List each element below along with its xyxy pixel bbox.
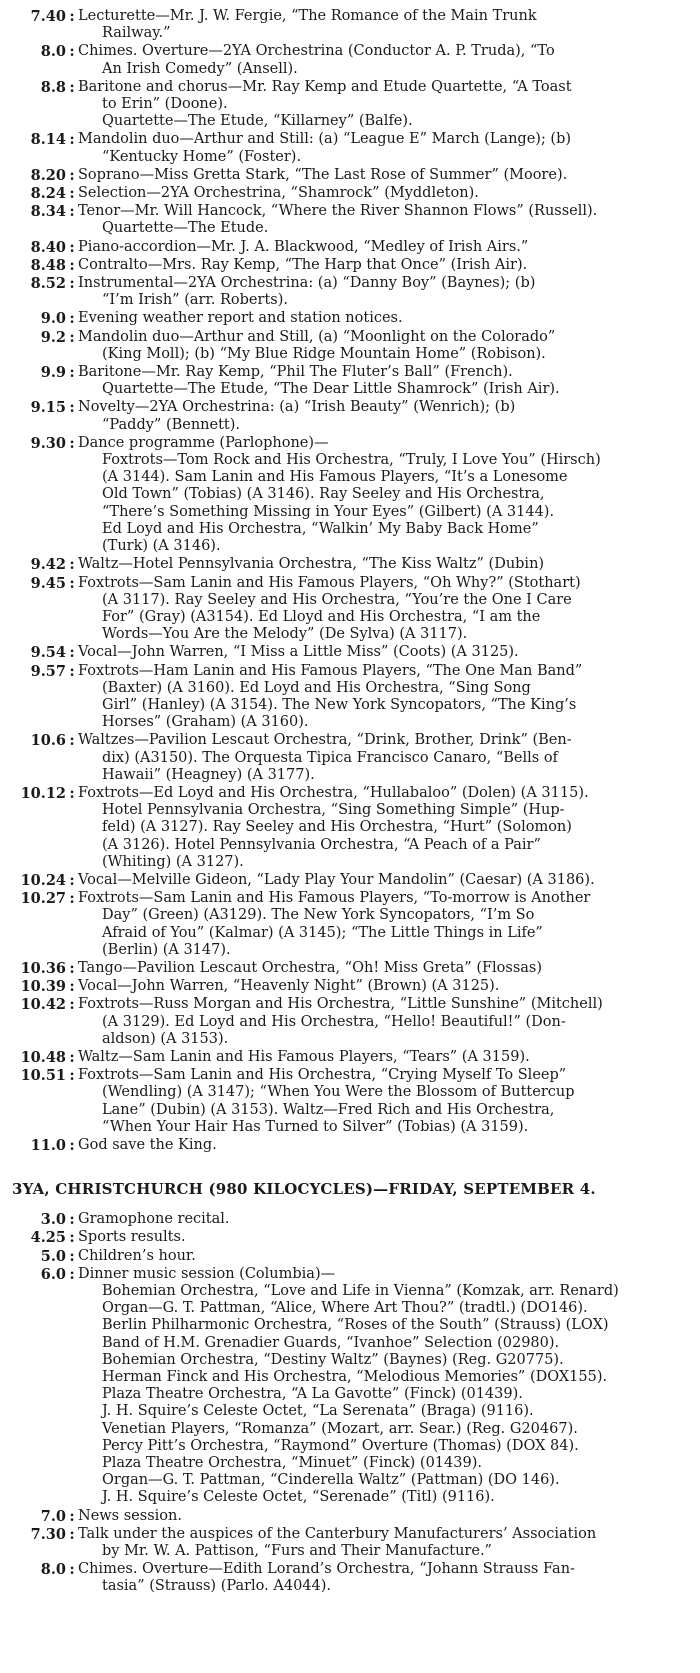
entry-line: Lecturette—Mr. J. W. Fergie, “The Romance of the Main Trunk: [78, 8, 537, 24]
programme-entry: [12, 43, 688, 77]
entry-time: 3.0: [40, 1211, 66, 1229]
entry-line: Contralto—Mrs. Ray Kemp, “The Harp that Once” (Irish Air).: [78, 256, 528, 273]
entry-body: [78, 1248, 688, 1265]
programme-entry: [12, 1508, 688, 1525]
entry-body: [78, 257, 688, 274]
time-separator: :: [69, 890, 75, 908]
entry-line: Foxtrots—Sam Lanin and His Famous Players, “To-morrow is Another: [78, 890, 591, 907]
entry-body: [78, 575, 688, 644]
entry-line: Selection—2YA Orchestrina, “Shamrock” (Myddleton).: [78, 185, 479, 202]
entry-body: [78, 8, 688, 42]
time-separator: :: [69, 131, 75, 149]
entry-line: Sports results.: [78, 1229, 186, 1246]
entry-line: Quartette—The Etude.: [102, 220, 269, 237]
entry-line: Chimes. Overture—Edith Lorand’s Orchestra, “Johann Strauss Fan-: [78, 1561, 575, 1578]
entry-line: Ed Loyd and His Orchestra, “Walkin’ My Baby Back Home”: [102, 520, 539, 537]
time-separator: :: [69, 8, 75, 25]
time-separator: :: [69, 1265, 75, 1283]
entry-body: [78, 310, 688, 327]
entry-body: [78, 1137, 688, 1154]
programme-entry: [12, 310, 688, 327]
entry-body: [78, 1266, 688, 1507]
entry-time: 9.30: [30, 434, 66, 452]
programme-entry: [12, 1067, 688, 1136]
time-separator: :: [69, 1211, 75, 1229]
time-separator: :: [69, 784, 75, 802]
entry-line: Herman Finck and His Orchestra, “Melodious Memories” (DOX155).: [102, 1369, 608, 1386]
entry-line: (Baxter) (A 3160). Ed Loyd and His Orchestra, “Sing Song: [102, 679, 531, 696]
entry-line: “When Your Hair Has Turned to Silver” (Tobias) (A 3159).: [102, 1118, 529, 1135]
programme-entry: [12, 1049, 688, 1066]
entry-body: [78, 364, 688, 398]
time-separator: :: [69, 43, 75, 61]
entry-line: Vocal—John Warren, “Heavenly Night” (Brown) (A 3125).: [78, 978, 500, 995]
entry-time: 10.39: [20, 978, 66, 996]
entry-body: [78, 663, 688, 732]
entry-line: Foxtrots—Tom Rock and His Orchestra, “Truly, I Love You” (Hirsch): [102, 452, 601, 469]
time-separator: :: [69, 871, 75, 889]
entry-body: [78, 1049, 688, 1066]
entry-line: Quartette—The Etude, “Killarney” (Balfe).: [102, 113, 413, 130]
entry-body: [78, 996, 688, 1048]
entry-line: An Irish Comedy” (Ansell).: [102, 60, 298, 77]
entry-line: Vocal—John Warren, “I Miss a Little Miss” (Coots) (A 3125).: [78, 644, 519, 661]
time-separator: :: [69, 732, 75, 750]
time-separator: :: [69, 364, 75, 382]
entry-time: 8.0: [40, 1561, 66, 1579]
time-separator: :: [69, 203, 75, 221]
entry-time: 10.6: [30, 732, 66, 750]
entry-line: Mandolin duo—Arthur and Still, (a) “Moonlight on the Colorado”: [78, 328, 556, 345]
entry-time: 8.48: [30, 256, 66, 274]
entry-line: “Paddy” (Bennett).: [102, 416, 241, 433]
entry-time: 9.15: [30, 399, 66, 417]
entry-line: Old Town” (Tobias) (A 3146). Ray Seeley and His Orchestra,: [102, 486, 545, 503]
entry-body: [78, 1067, 688, 1136]
time-separator: :: [69, 1137, 75, 1154]
time-separator: :: [69, 959, 75, 977]
programme-entry: [12, 257, 688, 274]
entry-time: 10.48: [20, 1048, 66, 1066]
entry-body: [78, 1229, 688, 1246]
programme-entry: [12, 1266, 688, 1507]
entry-line: Organ—G. T. Pattman, “Alice, Where Art Thou?” (tradtl.) (DO146).: [102, 1300, 588, 1317]
entry-line: Children’s hour.: [78, 1247, 196, 1264]
entry-time: 11.0: [30, 1137, 66, 1154]
time-separator: :: [69, 1525, 75, 1543]
entry-line: Berlin Philharmonic Orchestra, “Roses of the South” (Strauss) (LOX): [102, 1317, 609, 1334]
entry-time: 6.0: [40, 1265, 66, 1283]
programme-entry: [12, 1561, 688, 1595]
time-separator: :: [69, 256, 75, 274]
entry-time: 9.42: [30, 556, 66, 574]
programme-entry: [12, 556, 688, 573]
entry-body: [78, 785, 688, 871]
time-separator: :: [69, 78, 75, 96]
entry-line: Dinner music session (Columbia)—: [78, 1265, 336, 1282]
entry-line: Novelty—2YA Orchestrina: (a) “Irish Beauty” (Wenrich); (b): [78, 399, 516, 416]
entry-time: 9.54: [30, 644, 66, 662]
entry-time: 8.0: [40, 43, 66, 61]
programme-entry: [12, 329, 688, 363]
programme-entry: [12, 960, 688, 977]
entry-line: Hawaii” (Heagney) (A 3177).: [102, 766, 315, 783]
entry-line: Baritone—Mr. Ray Kemp, “Phil The Fluter’s Ball” (French).: [78, 364, 513, 381]
entry-line: Plaza Theatre Orchestra, “Minuet” (Finck) (01439).: [102, 1455, 482, 1472]
entry-time: 10.36: [20, 959, 66, 977]
entry-line: Foxtrots—Ham Lanin and His Famous Players, “The One Man Band”: [78, 662, 583, 679]
entry-time: 9.57: [30, 662, 66, 680]
time-separator: :: [69, 1507, 75, 1525]
entry-line: to Erin” (Doone).: [102, 96, 228, 113]
programme-entry: [12, 185, 688, 202]
entry-line: Foxtrots—Sam Lanin and His Orchestra, “Crying Myself To Sleep”: [78, 1067, 567, 1084]
programme-entry: [12, 399, 688, 433]
entry-line: (A 3126). Hotel Pennsylvania Orchestra, “A Peach of a Pair”: [102, 836, 541, 853]
entry-line: Gramophone recital.: [78, 1211, 230, 1228]
entry-line: Hotel Pennsylvania Orchestra, “Sing Something Simple” (Hup-: [102, 802, 565, 819]
entry-line: (Turk) (A 3146).: [102, 538, 221, 555]
entry-line: (A 3129). Ed Loyd and His Orchestra, “Hello! Beautiful!” (Don-: [102, 1013, 566, 1030]
time-separator: :: [69, 662, 75, 680]
entry-line: Foxtrots—Sam Lanin and His Famous Players, “Oh Why?” (Stothart): [78, 574, 581, 591]
entry-time: 9.2: [40, 328, 66, 346]
entry-line: J. H. Squire’s Celeste Octet, “Serenade” (Titl) (9116).: [102, 1489, 495, 1506]
programme-entry: [12, 1137, 688, 1154]
entry-time: 8.34: [30, 203, 66, 221]
entry-time: 9.0: [40, 310, 66, 328]
programme-entry: [12, 131, 688, 165]
entry-body: [78, 1561, 688, 1595]
entry-line: Afraid of You” (Kalmar) (A 3145); “The Little Things in Life”: [102, 924, 543, 941]
entry-time: 9.9: [40, 364, 66, 382]
entry-time: 10.12: [20, 784, 66, 802]
entry-line: Bohemian Orchestra, “Love and Life in Vienna” (Komzak, arr. Renard): [102, 1283, 619, 1300]
entry-line: Plaza Theatre Orchestra, “A La Gavotte” (Finck) (01439).: [102, 1386, 523, 1403]
entry-line: Girl” (Hanley) (A 3154). The New York Syncopators, “The King’s: [102, 696, 577, 713]
time-separator: :: [69, 978, 75, 996]
entry-line: Day” (Green) (A3129). The New York Syncopators, “I’m So: [102, 907, 535, 924]
programme-entry: [12, 167, 688, 184]
entry-time: 8.8: [40, 78, 66, 96]
entry-line: Dance programme (Parlophone)—: [78, 434, 329, 451]
entry-line: Mandolin duo—Arthur and Still: (a) “League E” March (Lange); (b): [78, 131, 572, 148]
time-separator: :: [69, 310, 75, 328]
entry-body: [78, 203, 688, 237]
entry-time: 7.0: [40, 1507, 66, 1525]
programme-entry: [12, 1526, 688, 1560]
entry-line: Chimes. Overture—2YA Orchestrina (Conductor A. P. Truda), “To: [78, 43, 555, 60]
entry-line: Foxtrots—Russ Morgan and His Orchestra, “Little Sunshine” (Mitchell): [78, 996, 603, 1013]
time-separator: :: [69, 328, 75, 346]
entry-line: Vocal—Melville Gideon, “Lady Play Your Mandolin” (Caesar) (A 3186).: [78, 871, 595, 888]
entry-body: [78, 1508, 688, 1525]
time-separator: :: [69, 996, 75, 1014]
entry-line: Bohemian Orchestra, “Destiny Waltz” (Baynes) (Reg. G20775).: [102, 1351, 564, 1368]
entry-time: 10.27: [20, 890, 66, 908]
entry-line: Quartette—The Etude, “The Dear Little Shamrock” (Irish Air).: [102, 381, 560, 398]
entry-body: [78, 1211, 688, 1228]
entry-line: (Berlin) (A 3147).: [102, 941, 231, 958]
entry-line: (A 3144). Sam Lanin and His Famous Players, “It’s a Lonesome: [102, 469, 568, 486]
entry-time: 8.20: [30, 166, 66, 184]
programme-entry: [12, 1229, 688, 1246]
time-separator: :: [69, 1229, 75, 1247]
programme-entry: [12, 978, 688, 995]
time-separator: :: [69, 1067, 75, 1085]
programme-entry: [12, 239, 688, 256]
entry-body: [78, 399, 688, 433]
programme-entry: [12, 575, 688, 644]
entry-time: 4.25: [30, 1229, 66, 1247]
entry-body: [78, 556, 688, 573]
entry-body: [78, 978, 688, 995]
programme-entry: [12, 8, 688, 42]
section-gap: [12, 1155, 688, 1173]
entry-line: (Wendling) (A 3147); “When You Were the Blossom of Buttercup: [102, 1084, 575, 1101]
entry-body: [78, 275, 688, 309]
entry-line: by Mr. W. A. Pattison, “Furs and Their Manufacture.”: [102, 1543, 492, 1560]
entry-line: Piano-accordion—Mr. J. A. Blackwood, “Medley of Irish Airs.”: [78, 238, 529, 255]
programme-entry: [12, 79, 688, 131]
programme-entry: [12, 996, 688, 1048]
programme-entry: [12, 663, 688, 732]
programme-entry: [12, 644, 688, 661]
time-separator: :: [69, 166, 75, 184]
entry-body: [78, 43, 688, 77]
entry-time: 9.45: [30, 574, 66, 592]
programme-entry: [12, 732, 688, 784]
time-separator: :: [69, 434, 75, 452]
time-separator: :: [69, 1561, 75, 1579]
programme-block-2ya: [12, 8, 688, 1154]
programme-entry: [12, 1211, 688, 1228]
entry-line: God save the King.: [78, 1137, 217, 1153]
entry-line: Instrumental—2YA Orchestrina: (a) “Danny Boy” (Baynes); (b): [78, 275, 536, 292]
entry-line: Words—You Are the Melody” (De Sylva) (A 3117).: [102, 626, 468, 643]
programme-entry: [12, 1248, 688, 1265]
entry-line: (King Moll); (b) “My Blue Ridge Mountain Home” (Robison).: [102, 345, 546, 362]
programme-entry: [12, 890, 688, 959]
entry-time: 8.40: [30, 238, 66, 256]
time-separator: :: [69, 275, 75, 293]
entry-line: Percy Pitt’s Orchestra, “Raymond” Overture (Thomas) (DOX 84).: [102, 1437, 579, 1454]
programme-entry: [12, 203, 688, 237]
entry-line: Soprano—Miss Gretta Stark, “The Last Rose of Summer” (Moore).: [78, 166, 568, 183]
time-separator: :: [69, 238, 75, 256]
entry-body: [78, 167, 688, 184]
entry-line: dix) (A3150). The Orquesta Tipica Francisco Canaro, “Bells of: [102, 749, 558, 766]
entry-body: [78, 890, 688, 959]
entry-body: [78, 185, 688, 202]
entry-line: Horses” (Graham) (A 3160).: [102, 714, 309, 731]
entry-body: [78, 239, 688, 256]
entry-line: (A 3117). Ray Seeley and His Orchestra, “You’re the One I Care: [102, 591, 572, 608]
entry-body: [78, 872, 688, 889]
entry-line: Evening weather report and station notices.: [78, 310, 403, 327]
entry-body: [78, 644, 688, 661]
time-separator: :: [69, 1048, 75, 1066]
entry-body: [78, 1526, 688, 1560]
time-separator: :: [69, 644, 75, 662]
entry-time: 8.24: [30, 185, 66, 203]
entry-line: For” (Gray) (A3154). Ed Lloyd and His Orchestra, “I am the: [102, 608, 541, 625]
programme-entry: [12, 785, 688, 871]
time-separator: :: [69, 556, 75, 574]
entry-line: “There’s Something Missing in Your Eyes” (Gilbert) (A 3144).: [102, 503, 555, 520]
entry-line: Organ—G. T. Pattman, “Cinderella Waltz” (Pattman) (DO 146).: [102, 1472, 560, 1489]
entry-line: Talk under the auspices of the Canterbury Manufacturers’ Association: [78, 1525, 597, 1542]
entry-line: “Kentucky Home” (Foster).: [102, 148, 302, 165]
programme-entry: [12, 275, 688, 309]
station-heading: 3YA, CHRISTCHURCH (980 KILOCYCLES)—FRIDAY, SEPTEMBER 4.: [12, 1180, 596, 1199]
entry-body: [78, 131, 688, 165]
entry-line: Waltz—Hotel Pennsylvania Orchestra, “The Kiss Waltz” (Dubin): [78, 556, 545, 573]
entry-body: [78, 960, 688, 977]
entry-line: Waltzes—Pavilion Lescaut Orchestra, “Drink, Brother, Drink” (Ben-: [78, 732, 572, 749]
entry-time: 7.40: [30, 8, 66, 25]
entry-time: 7.30: [30, 1525, 66, 1543]
programme-entry: [12, 364, 688, 398]
time-separator: :: [69, 185, 75, 203]
entry-line: feld) (A 3127). Ray Seeley and His Orchestra, “Hurt” (Solomon): [102, 819, 572, 836]
entry-body: [78, 329, 688, 363]
entry-line: Railway.”: [102, 25, 171, 42]
entry-line: J. H. Squire’s Celeste Octet, “La Serenata” (Braga) (9116).: [102, 1403, 534, 1420]
entry-line: “I’m Irish” (arr. Roberts).: [102, 292, 288, 309]
entry-line: aldson) (A 3153).: [102, 1030, 229, 1047]
entry-line: Baritone and chorus—Mr. Ray Kemp and Etude Quartette, “A Toast: [78, 78, 572, 95]
entry-line: Band of H.M. Grenadier Guards, “Ivanhoe” Selection (02980).: [102, 1334, 560, 1351]
entry-line: Tango—Pavilion Lescaut Orchestra, “Oh! Miss Greta” (Flossas): [78, 959, 543, 976]
entry-body: [78, 732, 688, 784]
entry-line: Tenor—Mr. Will Hancock, “Where the River Shannon Flows” (Russell).: [78, 203, 598, 220]
entry-line: Lane” (Dubin) (A 3153). Waltz—Fred Rich and His Orchestra,: [102, 1101, 555, 1118]
time-separator: :: [69, 574, 75, 592]
entry-time: 8.14: [30, 131, 66, 149]
entry-time: 10.24: [20, 871, 66, 889]
entry-time: 5.0: [40, 1247, 66, 1265]
time-separator: :: [69, 399, 75, 417]
entry-body: [78, 435, 688, 555]
entry-line: Venetian Players, “Romanza” (Mozart, arr. Sear.) (Reg. G20467).: [102, 1420, 578, 1437]
entry-body: [78, 79, 688, 131]
programme-block-3ya: [12, 1211, 688, 1595]
entry-line: News session.: [78, 1507, 182, 1524]
time-separator: :: [69, 1247, 75, 1265]
programme-entry: [12, 435, 688, 555]
entry-time: 8.52: [30, 275, 66, 293]
entry-line: (Whiting) (A 3127).: [102, 853, 244, 870]
entry-line: tasia” (Strauss) (Parlo. A4044).: [102, 1578, 332, 1595]
entry-time: 10.42: [20, 996, 66, 1014]
programme-entry: [12, 872, 688, 889]
entry-line: Foxtrots—Ed Loyd and His Orchestra, “Hullabaloo” (Dolen) (A 3115).: [78, 784, 589, 801]
entry-line: Waltz—Sam Lanin and His Famous Players, “Tears” (A 3159).: [78, 1048, 530, 1065]
entry-time: 10.51: [20, 1067, 66, 1085]
